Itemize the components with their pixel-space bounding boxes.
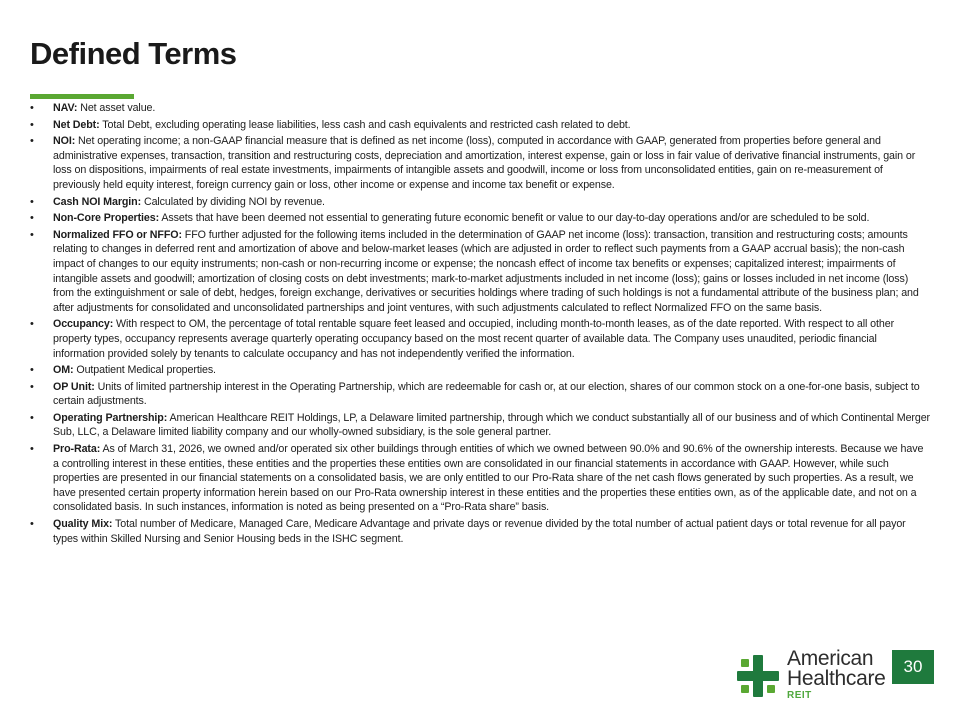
list-item xyxy=(28,442,930,515)
term-definition: As of March 31, 2026, we owned and/or operated six other buildings through entities of which we owned between 90.0% and 90.6% of the ownership interests. Because we have a controlling interest in these entities, these entities and the properties these entities own are consolidated in our financial statements in accordance with GAAP. However, while such properties are presented in our financial statements on a consolidated basis, we are only entitled to our Pro-Rata share of the net cash flows generated by such properties. As a result, we have presented certain property information herein based on our Pro-Rata ownership interest in these entities and the properties these entities own, as of the applicable date, and not on a consolidated basis. In such instances, information is noted as being presented on a “Pro-Rata share” basis. xyxy=(53,443,924,514)
term-label: NOI: xyxy=(53,135,76,148)
term-label: Pro-Rata: xyxy=(53,443,101,456)
defined-terms-list xyxy=(28,101,930,548)
term-definition: Net asset value. xyxy=(77,102,156,114)
term-label: Cash NOI Margin: xyxy=(53,195,142,208)
term-label: NAV: xyxy=(53,102,78,114)
term-definition: Outpatient Medical properties. xyxy=(73,364,216,377)
page-number: 30 xyxy=(892,650,934,684)
list-item xyxy=(28,118,930,133)
term-definition: American Healthcare REIT Holdings, LP, a Delaware limited partnership, through which we conduct substantially all of our business and of which Continental Merger Sub, LLC, a Delaware limited liability company and our wholly-owned subsidiary, is the sole general partner. xyxy=(53,411,931,439)
logo-wordmark xyxy=(787,649,886,689)
logo-line-healthcare: Healthcare xyxy=(787,667,886,690)
list-item xyxy=(28,317,930,361)
term-label: OP Unit: xyxy=(53,380,95,393)
term-label: Occupancy: xyxy=(53,318,114,331)
term-label: Operating Partnership: xyxy=(53,411,168,424)
list-item xyxy=(28,380,930,409)
list-item xyxy=(28,228,930,316)
page-title: Defined Terms xyxy=(30,36,237,71)
term-definition: Total number of Medicare, Managed Care, Medicare Advantage and private days or revenue divided by the total number of actual patient days or total revenue for all payor types within Skilled Nursing and Senior Housing beds in the ISHC segment. xyxy=(53,518,906,545)
healthcare-cross-icon xyxy=(737,655,779,697)
term-definition: Total Debt, excluding operating lease liabilities, less cash and cash equivalents and restricted cash related to debt. xyxy=(99,118,631,131)
list-item xyxy=(28,517,930,546)
term-label: OM: xyxy=(53,364,74,377)
list-item xyxy=(28,211,930,226)
list-item xyxy=(28,134,930,192)
term-definition: Net operating income; a non-GAAP financial measure that is defined as net income (loss), computed in accordance with GAAP, generated from properties before general and administrative expenses, transaction, transition and restructuring costs, depreciation and amortization, interest expense, gain or loss in fair value of derivative financial instruments, gain or loss on dispositions, impairments of real estate investments, impairments of intangible assets and goodwill, income or loss from unconsolidated entities, gain on re-measurement of previously held equity interest, foreign currency gain or loss, other income or expense and income tax benefit or expense. xyxy=(53,135,916,191)
logo-line-american: American xyxy=(787,647,874,670)
company-logo xyxy=(737,649,887,701)
term-definition: Units of limited partnership interest in the Operating Partnership, which are redeemable for cash or, at our election, shares of our common stock on a one-for-one basis, subject to certain adjustments. xyxy=(53,380,920,408)
term-label: Normalized FFO or NFFO: xyxy=(53,228,182,241)
term-label: Non-Core Properties: xyxy=(53,212,160,225)
list-item xyxy=(28,363,930,378)
logo-line-reit: REIT xyxy=(787,690,812,701)
term-definition: With respect to OM, the percentage of total rentable square feet leased and occupied, including month-to-month leases, as of the date reported. With respect to all other property types, occupancy represents average quarterly operating occupancy based on the most recent quarter of available data. The Company uses unaudited, periodic financial information provided solely by tenants to calculate occupancy and has not independently verified the information. xyxy=(53,318,895,360)
term-definition: Calculated by dividing NOI by revenue. xyxy=(141,195,325,208)
term-definition: FFO further adjusted for the following items included in the determination of GAAP net income (loss): transaction, transition and restructuring costs; amounts relating to changes in deferred rent and amortization of above and below-market leases (which are adjusted in order to reflect such payments from a GAAP accrual basis); the non-cash impact of changes to our equity instruments; non-cash or non-recurring income or expense; the noncash effect of income tax benefits or expenses; capitalized interest; impairments of intangible assets and goodwill; amortization of closing costs on debt investments; mark-to-market adjustments included in net income (loss); gains or losses included in net income (loss) from the extinguishment or sale of debt, hedges, foreign exchange, derivatives or securities holdings where trading of such holdings is not a fundamental attribute of the business plan; and after adjustments for consolidated and unconsolidated partnerships and joint ventures, with such adjustments calculated to reflect Normalized FFO on the same basis. xyxy=(53,228,919,314)
list-item xyxy=(28,101,930,116)
list-item xyxy=(28,411,930,440)
term-label: Net Debt: xyxy=(53,118,100,131)
term-definition: Assets that have been deemed not essential to generating future economic benefit or value to our day-to-day operations and/or are scheduled to be sold. xyxy=(159,212,870,225)
title-accent-bar xyxy=(30,94,134,99)
list-item xyxy=(28,195,930,210)
term-label: Quality Mix: xyxy=(53,518,113,531)
